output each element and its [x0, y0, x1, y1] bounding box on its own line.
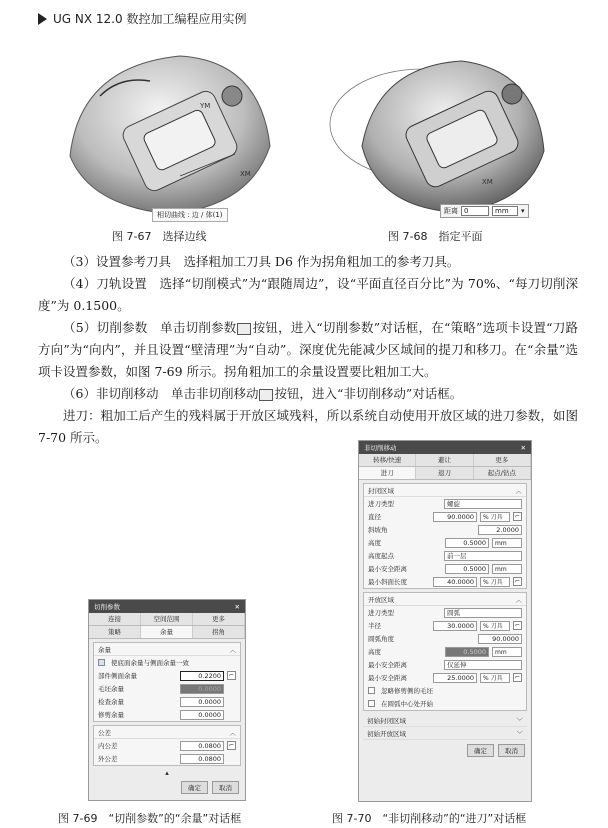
dialog-title: 非切削移动: [364, 444, 397, 452]
stock-section: [93, 642, 241, 722]
stock-row: 修剪余量 0.0000: [94, 708, 240, 721]
part-side-stock-input[interactable]: 0.2200: [180, 671, 224, 681]
min-safe-dist-input[interactable]: 25.0000: [433, 673, 477, 683]
unit-select[interactable]: mm: [492, 647, 522, 657]
safe-dist-mode-select[interactable]: 仅延伸: [444, 660, 522, 670]
field-row: 高度起点 前一层: [364, 549, 526, 562]
figure-7-67: [60, 36, 278, 224]
running-header: [38, 10, 246, 27]
paragraph-approach: 进刀：粗加工后产生的残料属于开放区域残料，所以系统自动使用开放区域的进刀参数，如图 7-70 所示。: [38, 408, 578, 445]
engage-type-select[interactable]: 圆弧: [444, 608, 522, 618]
height-from-select[interactable]: 前一层: [444, 551, 522, 561]
caption-fig-7-68: 图 7-68 指定平面: [388, 230, 483, 243]
figure-7-68: [322, 36, 550, 224]
stock-row: 检查余量 0.0000: [94, 695, 240, 708]
ok-button[interactable]: 确定: [181, 781, 208, 794]
diameter-input[interactable]: 90.0000: [433, 512, 477, 522]
min-ramp-length-input[interactable]: 40.0000: [433, 577, 477, 587]
caption-fig-7-70: 图 7-70 “非切削移动”的“进刀”对话框: [332, 812, 527, 825]
tab-connect[interactable]: 连接: [89, 613, 141, 625]
lock-icon[interactable]: ⌐: [514, 674, 521, 681]
caption-fig-7-69: 图 7-69 “切削参数”的“余量”对话框: [58, 812, 242, 825]
tab-more[interactable]: 更多: [474, 454, 531, 466]
blank-stock-input[interactable]: 0.0000: [180, 684, 224, 694]
tab-avoid[interactable]: 避让: [416, 454, 473, 466]
chevron-up-icon: ︿: [229, 728, 236, 737]
outer-tolerance-input[interactable]: 0.0800: [180, 754, 224, 764]
header-marker-icon: [38, 13, 47, 25]
field-row: 最小斜面长度 40.0000 % 刀具 ⌐: [368, 577, 521, 586]
chevron-down-icon: ﹀: [516, 729, 523, 738]
field-row: 最小安全距离 25.0000 % 刀具 ⌐: [368, 673, 521, 682]
trim-stock-input[interactable]: 0.0000: [180, 710, 224, 720]
field-row: 圆弧角度 90.0000: [364, 632, 526, 645]
close-icon[interactable]: ✕: [234, 602, 240, 611]
closed-area-section: [363, 483, 527, 589]
section-header[interactable]: 开放区域 ︿: [364, 593, 526, 606]
non-cut-move-dialog: [358, 440, 532, 802]
tab-row-2: [359, 467, 531, 480]
lock-icon[interactable]: ⌐: [514, 578, 521, 585]
check-stock-input[interactable]: 0.0000: [180, 697, 224, 707]
axis-ym-label: YM: [200, 102, 211, 110]
tolerance-section: [93, 725, 241, 766]
distance-entry-box: [440, 204, 529, 218]
ramp-angle-input[interactable]: 2.0000: [478, 525, 522, 535]
engage-type-select[interactable]: 螺旋: [444, 499, 522, 509]
field-row: 进刀类型 螺旋: [364, 497, 526, 510]
inner-tolerance-input[interactable]: 0.0800: [180, 741, 224, 751]
open-area-section: [363, 592, 527, 711]
chevron-up-icon: ︿: [229, 645, 236, 654]
tab-strategy[interactable]: 策略: [89, 626, 141, 638]
tol-row: 内公差 0.0800 ⌐: [98, 741, 235, 750]
tangent-curve-tooltip: 相切曲线 : 边 / 体(1): [152, 208, 228, 222]
unit-select[interactable]: % 刀具: [480, 673, 510, 683]
lock-icon[interactable]: ⌐: [228, 672, 235, 679]
uniform-stock-checkbox[interactable]: 使底面余量与侧面余量一致: [94, 656, 240, 669]
tab-retract[interactable]: 退刀: [416, 467, 473, 479]
axis-xm-label: XM: [240, 170, 251, 178]
chevron-up-icon: ︿: [515, 486, 522, 495]
unit-select[interactable]: mm: [492, 538, 522, 548]
chevron-down-icon: ﹀: [516, 716, 523, 725]
unit-select[interactable]: % 刀具: [480, 512, 510, 522]
header-title: UG NX 12.0 数控加工编程应用实例: [53, 12, 247, 26]
plane-model-image: [322, 36, 550, 224]
non-cut-move-icon: [259, 389, 273, 401]
cut-params-icon: [237, 323, 251, 335]
ok-button[interactable]: 确定: [467, 744, 494, 757]
tab-row-1: [89, 613, 245, 626]
initial-open-area-header[interactable]: 初始开放区域 ﹀: [363, 727, 527, 740]
dialog-buttons: [359, 740, 531, 761]
field-row: 斜坡角 2.0000: [364, 523, 526, 536]
section-header[interactable]: 公差 ︿: [94, 726, 240, 739]
tab-engage[interactable]: 进刀: [359, 467, 416, 479]
unit-select[interactable]: % 刀具: [480, 577, 510, 587]
caption-fig-7-67: 图 7-67 选择边线: [112, 230, 207, 243]
svg-text:XM: XM: [482, 178, 493, 186]
initial-closed-area-header[interactable]: 初始封闭区域 ﹀: [363, 714, 527, 727]
section-header[interactable]: 封闭区域 ︿: [364, 484, 526, 497]
paragraph-3: （3）设置参考刀具 选择粗加工刀具 D6 作为拐角粗加工的参考刀具。: [63, 254, 460, 269]
lock-icon[interactable]: ⌐: [514, 622, 521, 629]
section-header[interactable]: 余量 ︿: [94, 643, 240, 656]
ignore-trim-checkbox[interactable]: 忽略修剪侧的毛坯: [364, 684, 526, 697]
arc-center-start-checkbox[interactable]: 在圆弧中心处开始: [364, 697, 526, 710]
radius-input[interactable]: 30.0000: [433, 621, 477, 631]
cut-params-dialog: [88, 599, 246, 801]
stock-row: 部件侧面余量 0.2200 ⌐: [98, 671, 235, 680]
field-row: 半径 30.0000 % 刀具 ⌐: [368, 621, 521, 630]
field-row: 高度 0.5000 mm: [364, 645, 526, 658]
stock-row: 毛坯余量 0.0000: [94, 682, 240, 695]
field-row: 最小安全距离 0.5000 mm: [364, 562, 526, 575]
height-input[interactable]: 0.5000: [445, 647, 489, 657]
height-input[interactable]: 0.5000: [445, 538, 489, 548]
unit-select[interactable]: % 刀具: [480, 621, 510, 631]
paragraph-4: （4）刀轨设置 选择“切削模式”为“跟随周边”，设“平面直径百分比”为 70%、“每刀切削深度”为 0.1500。: [38, 276, 578, 313]
distance-unit-select[interactable]: mm: [492, 206, 518, 216]
dialog-title: 切削参数: [94, 603, 120, 611]
field-row: 进刀类型 圆弧: [364, 606, 526, 619]
close-icon[interactable]: ✕: [520, 443, 526, 452]
paragraph-5: （5）切削参数 单击切削参数 按钮，进入“切削参数”对话框，在“策略”选项卡设置“刀路方向”为“向内”，并且设置“壁清理”为“自动”。深度优先能减少区域间的提刀和移刀。在“余量”选项卡设置参数，如图 7-69 所示。拐角粗加工的余量设置要比粗加工大。: [38, 320, 578, 379]
dialog-buttons: [89, 777, 245, 798]
paragraph-6: （6）非切削移动 单击非切削移动 按钮，进入“非切削移动”对话框。: [63, 386, 463, 401]
expand-arrow-icon[interactable]: ▴: [165, 769, 169, 777]
tab-row-2: [89, 626, 245, 639]
tab-start-drill-point[interactable]: 起点/钻点: [474, 467, 531, 479]
cancel-button[interactable]: 取消: [498, 744, 525, 757]
tab-row-1: [359, 454, 531, 467]
distance-input[interactable]: 0: [461, 206, 489, 216]
tab-space-range[interactable]: 空间范围: [141, 613, 193, 625]
arc-angle-input[interactable]: 90.0000: [478, 634, 522, 644]
dialog-titlebar: [89, 600, 245, 613]
tol-row: 外公差 0.0800: [94, 752, 240, 765]
tab-corner[interactable]: 拐角: [193, 626, 245, 638]
part-model-image: [60, 36, 278, 224]
lock-icon[interactable]: ⌐: [514, 513, 521, 520]
chevron-up-icon: ︿: [515, 595, 522, 604]
tab-stock[interactable]: 余量: [141, 626, 193, 638]
chevron-down-icon[interactable]: ▾: [521, 207, 525, 215]
cancel-button[interactable]: 取消: [212, 781, 239, 794]
distance-label: 距离: [444, 207, 458, 215]
dialog-titlebar: [359, 441, 531, 454]
min-safe-dist-input[interactable]: 0.5000: [445, 564, 489, 574]
tab-transfer-rapid[interactable]: 转移/快速: [359, 454, 416, 466]
lock-icon[interactable]: ⌐: [228, 742, 235, 749]
field-row: 高度 0.5000 mm: [364, 536, 526, 549]
field-row: 直径 90.0000 % 刀具 ⌐: [368, 512, 521, 521]
field-row: 最小安全距离 仅延伸: [364, 658, 526, 671]
unit-select[interactable]: mm: [492, 564, 522, 574]
tab-more[interactable]: 更多: [193, 613, 245, 625]
